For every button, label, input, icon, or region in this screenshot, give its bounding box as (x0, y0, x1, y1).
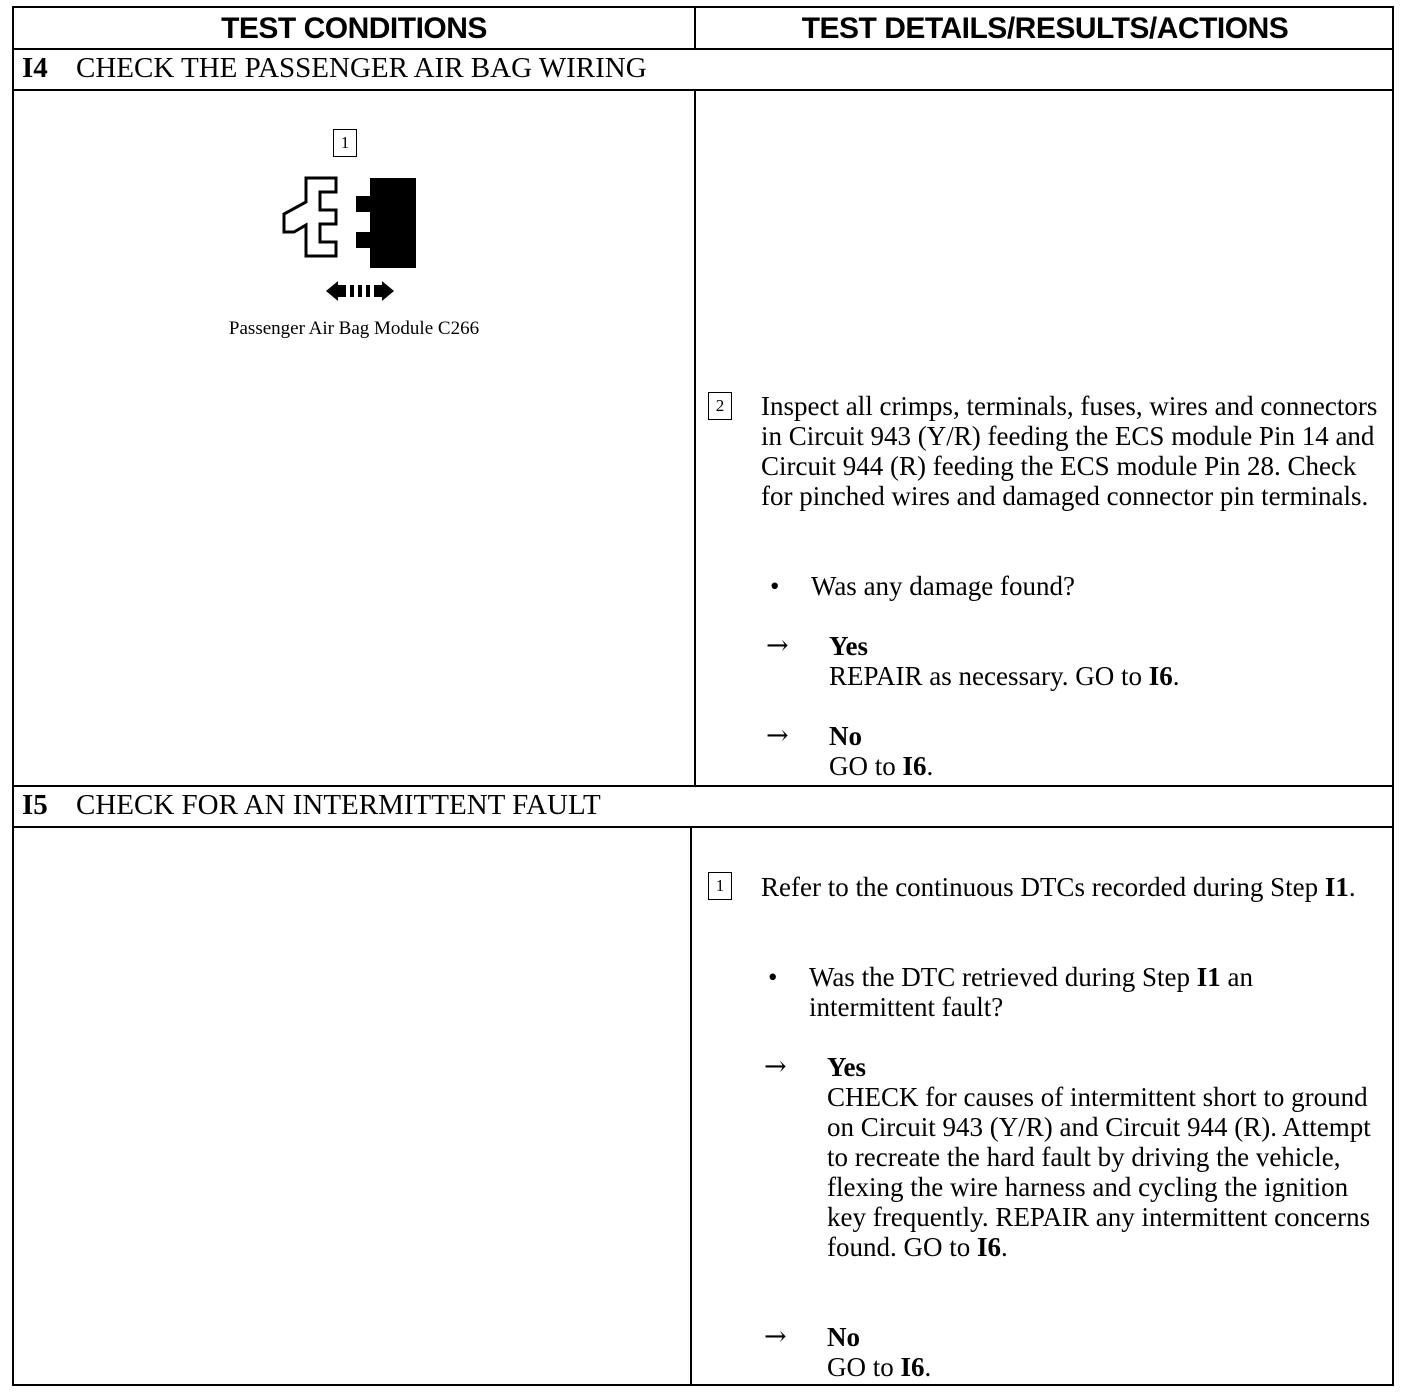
right-arrow-icon: → (764, 1321, 787, 1352)
divider (14, 826, 1392, 828)
divider (690, 827, 692, 1386)
divider (694, 90, 696, 786)
question-pre: Was the DTC retrieved during Step (809, 962, 1190, 992)
right-arrow-icon: → (764, 1051, 787, 1082)
right-arrow-icon: → (766, 630, 789, 661)
header-test-conditions: TEST CONDITIONS (221, 11, 487, 45)
no-action: GO to (827, 1352, 894, 1382)
step-label-box: 2 (708, 392, 732, 420)
yes-label: Yes (829, 631, 868, 661)
bullet-icon: • (770, 571, 780, 601)
yes-target: I6 (977, 1232, 1002, 1262)
step-reference: I1 (1196, 962, 1221, 992)
section-title-text: CHECK FOR AN INTERMITTENT FAULT (76, 789, 601, 821)
divider (14, 785, 1392, 787)
no-action: GO to (829, 751, 896, 781)
section-title-i5 (22, 789, 601, 822)
yes-label: Yes (827, 1052, 866, 1082)
no-target: I6 (902, 751, 927, 781)
no-label: No (829, 721, 862, 751)
no-result: No GO to I6. (827, 1322, 932, 1382)
divider (694, 8, 696, 49)
yes-result: Yes REPAIR as necessary. GO to I6. (829, 631, 1180, 691)
step-label-box: 1 (708, 872, 732, 900)
connector-caption: Passenger Air Bag Module C266 (228, 318, 480, 339)
instruction-text: Refer to the continuous DTCs recorded during Step I1. (761, 872, 1356, 902)
step-reference: I1 (1324, 872, 1349, 902)
no-target: I6 (900, 1352, 925, 1382)
no-result: No GO to I6. (829, 721, 934, 781)
divider (14, 48, 1392, 50)
diagnostic-table (12, 6, 1394, 1386)
connector-disconnect-icon (276, 170, 416, 305)
yes-action: CHECK for causes of intermittent short to ground on Circuit 943 (Y/R) and Circuit 944 (R). Attempt to recreate the hard fault by driving the vehicle, flexing the wire harness and cycling the ignition key frequently. REPAIR any intermittent concerns found. GO to (827, 1082, 1371, 1262)
yes-target: I6 (1148, 661, 1173, 691)
instruction-text-pre: Refer to the continuous DTCs recorded during Step (761, 872, 1319, 902)
section-title-text: CHECK THE PASSENGER AIR BAG WIRING (76, 52, 647, 84)
question-post: an intermittent fault? (809, 962, 1253, 1022)
yes-result: Yes CHECK for causes of intermittent short to ground on Circuit 943 (Y/R) and Circuit 944 (R). Attempt to recreate the hard fault by driving the vehicle, flexing the wire harness and cycling the ignition key frequently. REPAIR any intermittent concerns found. GO to I6. (827, 1052, 1371, 1262)
no-label: No (827, 1322, 860, 1352)
question-text: Was any damage found? (811, 571, 1075, 601)
instruction-text: Inspect all crimps, terminals, fuses, wires and connectors in Circuit 943 (Y/R) feeding the ECS module Pin 14 and Circuit 944 (R) feeding the ECS module Pin 28. Check for pinched wires and damaged connector pin terminals. (761, 391, 1378, 511)
bullet-icon: • (768, 962, 778, 992)
divider (14, 89, 1392, 91)
right-arrow-icon: → (766, 720, 789, 751)
step-label-box: 1 (333, 129, 357, 157)
section-number: I5 (22, 789, 48, 821)
yes-action: REPAIR as necessary. GO to (829, 661, 1142, 691)
section-number: I4 (22, 52, 48, 84)
header-test-details: TEST DETAILS/RESULTS/ACTIONS (801, 11, 1289, 45)
question-text (809, 962, 1369, 1022)
section-title-i4 (22, 52, 647, 85)
